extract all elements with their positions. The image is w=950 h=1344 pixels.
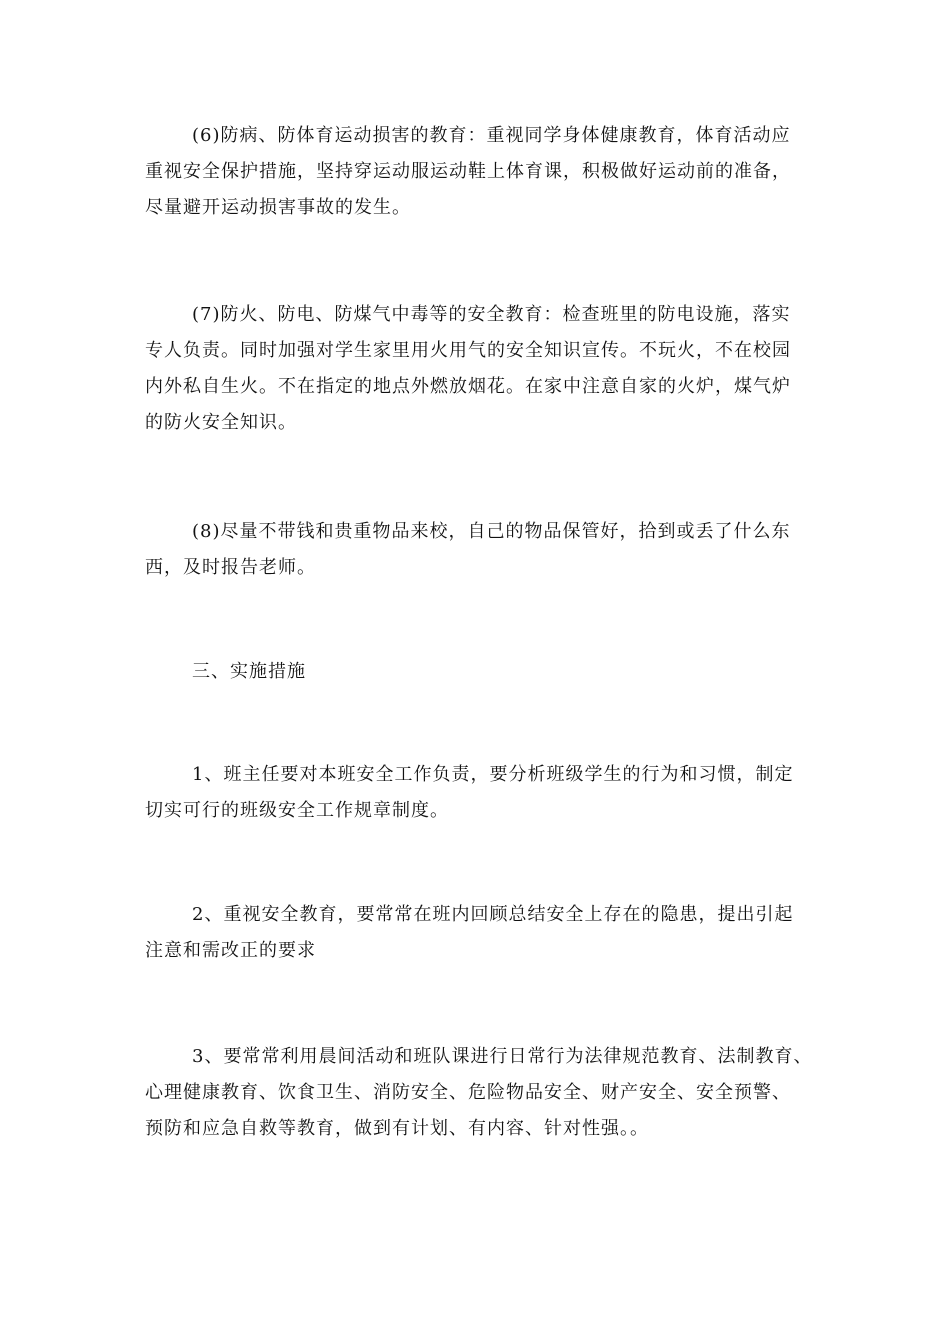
text-line: 预防和应急自救等教育，做到有计划、有内容、针对性强。。 (145, 1118, 649, 1139)
text-line: 内外私自生火。不在指定的地点外燃放烟花。在家中注意自家的火炉，煤气炉 (145, 376, 791, 397)
text-line: 西，及时报告老师。 (145, 557, 316, 578)
text-line: 尽量避开运动损害事故的发生。 (145, 197, 411, 218)
text-line: 2、重视安全教育，要常常在班内回顾总结安全上存在的隐患，提出引起 (192, 904, 794, 925)
paragraph-measure-1 (0, 757, 793, 829)
text-line: (7)防火、防电、防煤气中毒等的安全教育：检查班里的防电设施，落实 (192, 304, 791, 325)
paragraph-item-7 (0, 297, 791, 441)
paragraph-measure-2 (0, 897, 793, 969)
text-line: 切实可行的班级安全工作规章制度。 (145, 800, 449, 821)
text-line: 重视安全保护措施，坚持穿运动服运动鞋上体育课，积极做好运动前的准备， (145, 161, 791, 182)
paragraph-item-8 (0, 514, 791, 586)
text-line: 的防火安全知识。 (145, 412, 297, 433)
text-line: (8)尽量不带钱和贵重物品来校，自己的物品保管好，拾到或丢了什么东 (192, 521, 791, 542)
section-heading (0, 654, 306, 690)
text-line: 心理健康教育、饮食卫生、消防安全、危险物品安全、财产安全、安全预警、 (145, 1082, 791, 1103)
section-heading-text: 三、实施措施 (192, 661, 306, 682)
text-line: 3、要常常利用晨间活动和班队课进行日常行为法律规范教育、法制教育、 (192, 1046, 813, 1067)
paragraph-measure-3 (0, 1039, 812, 1147)
text-line: (6)防病、防体育运动损害的教育：重视同学身体健康教育，体育活动应 (192, 125, 791, 146)
text-line: 注意和需改正的要求 (145, 940, 316, 961)
paragraph-item-6 (0, 118, 791, 226)
text-line: 1、班主任要对本班安全工作负责，要分析班级学生的行为和习惯，制定 (192, 764, 794, 785)
text-line: 专人负责。同时加强对学生家里用火用气的安全知识宣传。不玩火，不在校园 (145, 340, 791, 361)
